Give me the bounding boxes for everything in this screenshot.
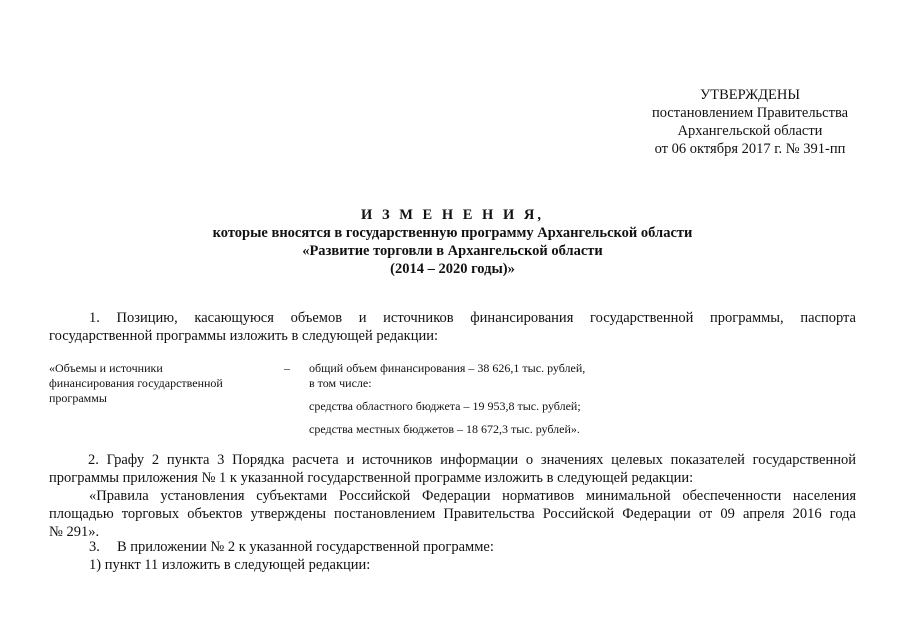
- paragraph-2-first-line: 2. Графу 2 пункта 3 Порядка расчета и источников информации о значениях целевых показателей государственной: [88, 452, 856, 468]
- approval-date: от 06 октября 2017 г. № 391-пп: [654, 141, 846, 157]
- paragraph-3: [89, 538, 494, 556]
- quoted-rule-last-line: № 291».: [49, 524, 100, 540]
- approval-line-3: Архангельской области: [677, 123, 823, 139]
- finance-label-line-2: финансирования государственной: [49, 376, 223, 390]
- finance-values: [309, 361, 809, 437]
- paragraph-1: [49, 309, 856, 345]
- approval-heading: УТВЕРЖДЕНЫ: [699, 87, 801, 103]
- paragraph-1-rest: государственной программы изложить в следующей редакции:: [49, 328, 439, 344]
- title-line-2: которые вносятся в государственную программу Архангельской области: [212, 225, 693, 241]
- finance-regional: средства областного бюджета – 19 953,8 тыс. рублей;: [309, 399, 581, 413]
- paragraph-2: [49, 451, 856, 487]
- paragraph-3-number: 3.: [89, 539, 100, 555]
- finance-local: средства местных бюджетов – 18 672,3 тыс. рублей».: [309, 422, 580, 436]
- paragraph-4-text: 1) пункт 11 изложить в следующей редакции:: [89, 557, 371, 573]
- paragraph-4: [89, 556, 370, 574]
- paragraph-2-rest: программы приложения № 1 к указанной государственной программе изложить в следующей редакции:: [49, 470, 694, 486]
- quoted-rule-first-line: «Правила установления субъектами Российской Федерации нормативов минимальной обеспеченности населения: [89, 488, 856, 504]
- finance-including: в том числе:: [309, 376, 372, 390]
- title-heading: И З М Е Н Е Н И Я,: [361, 207, 544, 223]
- finance-label-line-3: программы: [49, 391, 107, 405]
- finance-label: [49, 361, 249, 406]
- title-line-4: (2014 – 2020 годы)»: [390, 261, 515, 277]
- quoted-rule-middle-line: площадью торговых объектов утверждены постановлением Правительства Российской Федерации от 09 апреля 2016 года: [49, 506, 856, 522]
- approval-stamp: [600, 86, 900, 158]
- document-title: [0, 206, 905, 278]
- paragraph-3-text: В приложении № 2 к указанной государственной программе:: [117, 539, 494, 555]
- finance-dash: –: [284, 361, 290, 375]
- approval-line-2: постановлением Правительства: [651, 105, 849, 121]
- title-line-3: «Развитие торговли в Архангельской области: [302, 243, 603, 259]
- quoted-rule: [49, 487, 856, 541]
- finance-label-line-1: «Объемы и источники: [49, 361, 163, 375]
- finance-total: общий объем финансирования – 38 626,1 тыс. рублей,: [309, 361, 586, 375]
- paragraph-1-first-line: 1. Позицию, касающуюся объемов и источников финансирования государственной программы, паспорта: [89, 310, 856, 326]
